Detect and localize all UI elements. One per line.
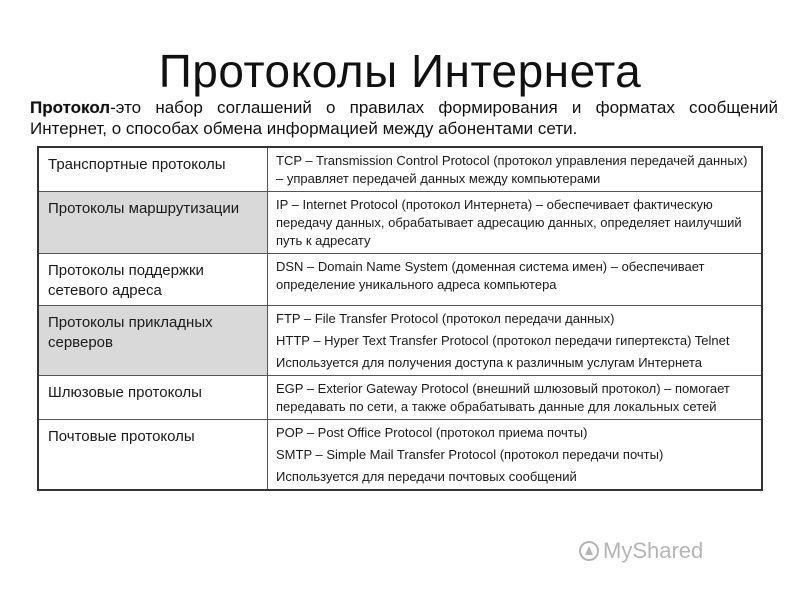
protocol-description-cell [268,420,763,491]
protocol-description-line: SMTP – Simple Mail Transfer Protocol (протокол передачи почты) [276,447,664,462]
slide-title: Протоколы Интернета [158,45,642,97]
protocol-category-cell: Протоколы прикладных серверов [38,306,268,376]
protocol-description-line: POP – Post Office Protocol (протокол приема почты) [276,425,588,440]
table-row [38,306,762,376]
protocol-description-cell [268,254,763,306]
protocols-table-body [38,147,762,490]
table-row [38,254,762,306]
protocol-description-cell [268,306,763,376]
protocol-description-line: DSN – Domain Name System (доменная система имен) – обеспечивает определение уникального адреса компьютера [276,259,705,292]
intro-text: -это набор соглашений о правилах формирования и форматах сообщений Интернет, о способах обмена информацией между абонентами сети. [30,98,778,138]
watermark-text: MyShared [603,538,704,563]
watermark [578,538,703,564]
protocol-description-line: Используется для передачи почтовых сообщений [276,469,577,484]
myshared-logo-icon [578,540,600,562]
protocol-category-cell: Протоколы маршрутизации [38,192,268,254]
table-row [38,192,762,254]
protocol-description-line: EGP – Exterior Gateway Protocol (внешний шлюзовый протокол) – помогает передавать по сети, а также обрабатывать данные для локальных сетей [276,381,730,414]
protocol-category-cell: Шлюзовые протоколы [38,376,268,420]
intro-paragraph [30,97,778,139]
protocol-description-line: TCP – Transmission Control Protocol (протокол управления передачей данных) – управляет передачей данных между компьютерами [276,153,748,186]
protocols-table [37,146,763,491]
protocol-category-cell: Почтовые протоколы [38,420,268,491]
table-row [38,420,762,491]
protocol-description-line: HTTP – Hyper Text Transfer Protocol (протокол передачи гипертекста) Telnet [276,333,730,348]
protocol-category-cell: Протоколы поддержки сетевого адреса [38,254,268,306]
protocol-description-cell [268,376,763,420]
intro-term: Протокол [30,98,111,117]
protocol-description-line: IP – Internet Protocol (протокол Интернета) – обеспечивает фактическую передачу данных, обрабатывает адресацию данных, определяет наилучший путь к адресату [276,197,742,248]
table-row [38,147,762,192]
protocol-description-cell [268,147,763,192]
protocol-description-cell [268,192,763,254]
protocol-category-cell: Транспортные протоколы [38,147,268,192]
protocol-description-line: FTP – File Transfer Protocol (протокол передачи данных) [276,311,615,326]
protocol-description-line: Используется для получения доступа к различным услугам Интернета [276,355,702,370]
table-row [38,376,762,420]
